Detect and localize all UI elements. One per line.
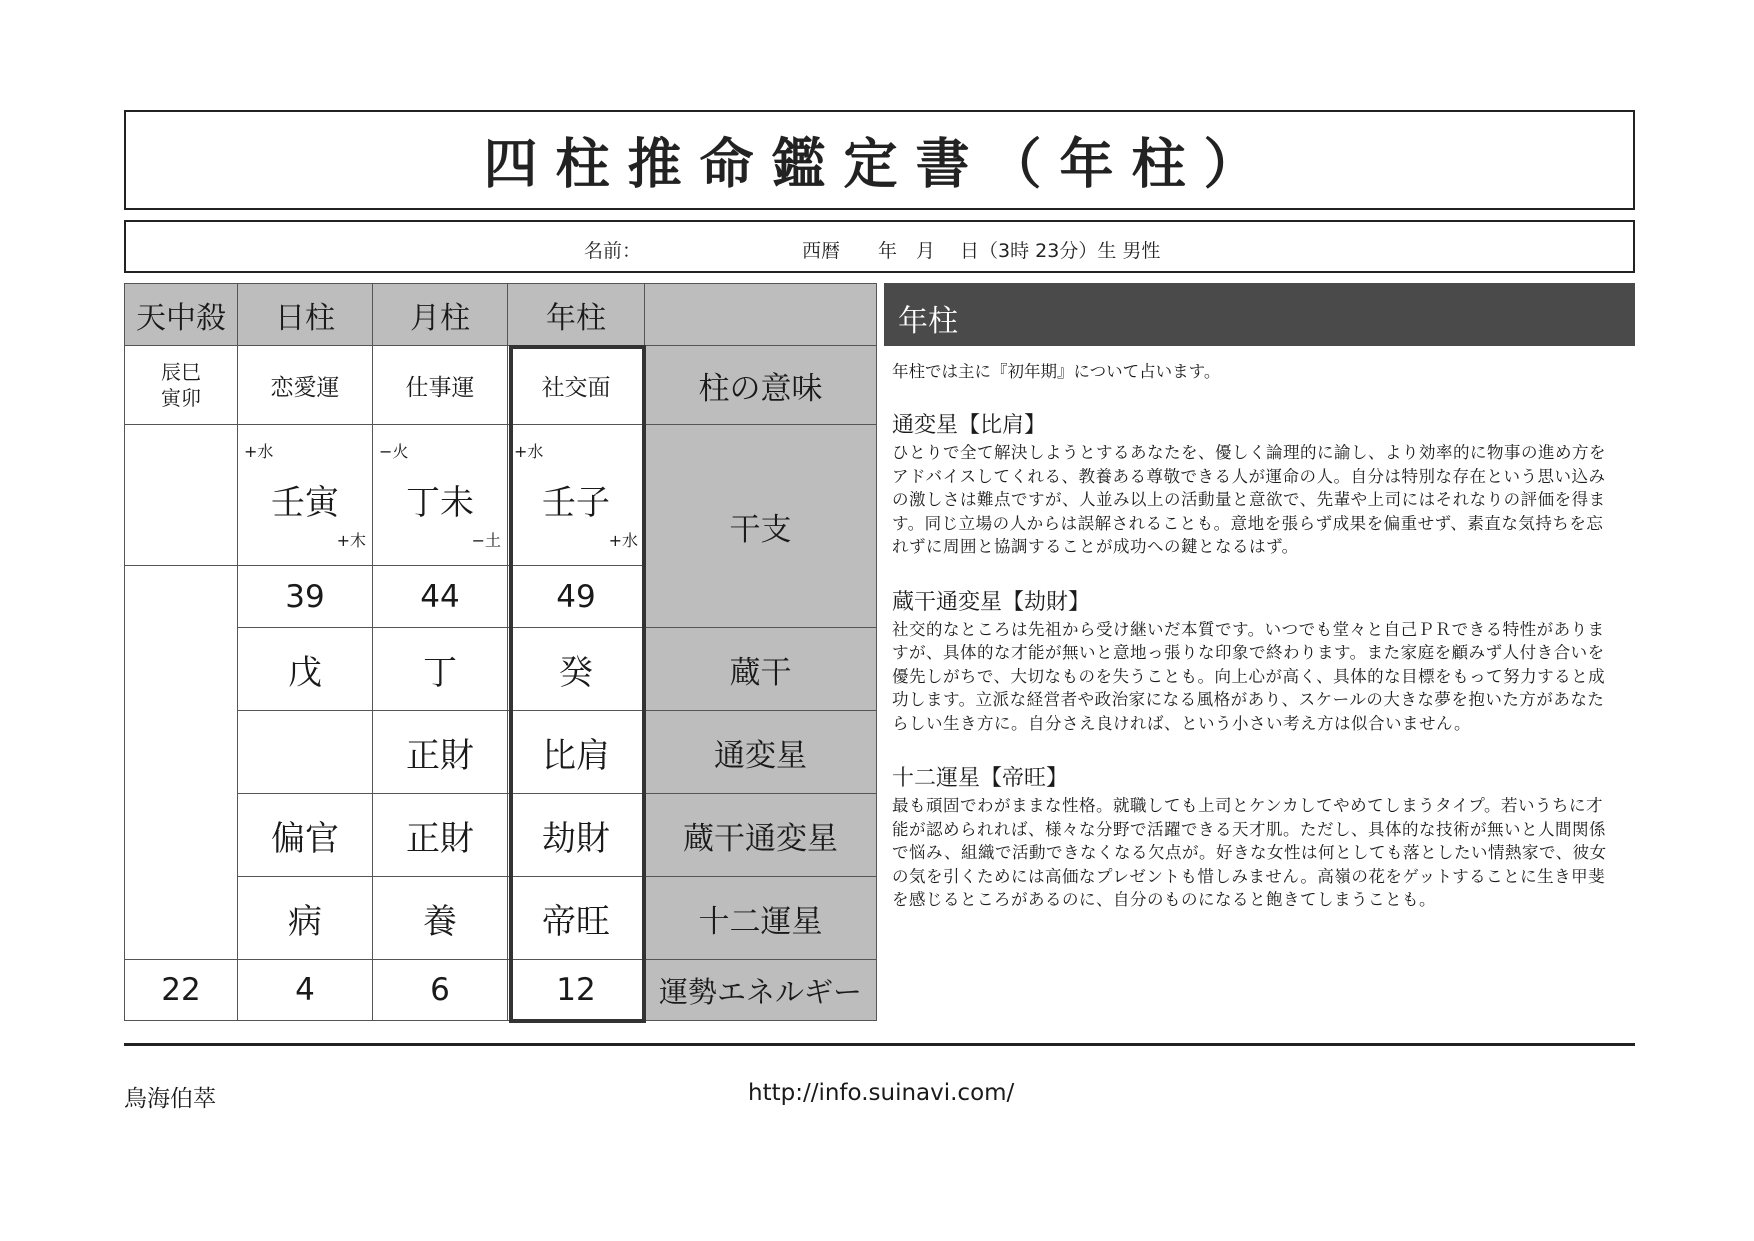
zokan-nen: 癸 bbox=[508, 628, 645, 711]
panel-body bbox=[892, 350, 1617, 912]
name-label: 名前： bbox=[584, 240, 642, 262]
panel-heading: 年柱 bbox=[884, 283, 1635, 346]
tenchusatsu-blank-block bbox=[125, 566, 238, 960]
section-title: 十二運星【帝旺】 bbox=[892, 766, 1069, 791]
tsuhensei-nichi bbox=[238, 711, 373, 794]
juniunsei-getsu: 養 bbox=[373, 877, 508, 960]
title-box bbox=[124, 110, 1635, 210]
number-nichi: 39 bbox=[238, 566, 373, 628]
section-title: 蔵干通変星【劫財】 bbox=[892, 589, 1091, 615]
kanshi-getsu bbox=[373, 425, 508, 566]
tsuhensei-getsu: 正財 bbox=[373, 711, 508, 794]
meaning-nen: 社交面 bbox=[508, 346, 645, 425]
section-text: ひとりで全て解決しようとするあなたを、優しく論理的に諭し、より効率的に物事の進め方をアドバイスしてくれる、教養ある尊敬できる人が運命の人。自分は特別な存在という思い込みの激しさは難点ですが、人並み以上の活動量と意欲で、先輩や上司にはそれなりの評価を得ます。同じ立場の人からは誤解されることも。意地を張らず成果を偏重せず、素直な気持ちを忘れずに周囲と協調することが成功への鍵となるはず。 bbox=[892, 443, 1606, 556]
tenchusatsu-line1: 辰巳 bbox=[161, 360, 201, 384]
panel-intro: 年柱では主に『初年期』について占います。 bbox=[892, 362, 1221, 381]
juniunsei-nichi: 病 bbox=[238, 877, 373, 960]
footer-author: 鳥海伯萃 bbox=[124, 1086, 216, 1112]
label-zokan-tsuhensei: 蔵干通変星 bbox=[645, 794, 877, 877]
header-getchu: 月柱 bbox=[373, 284, 508, 346]
kanshi-nichi-main: 壬寅 bbox=[271, 483, 339, 523]
kanshi-nichi-stem-element: +水 bbox=[244, 442, 274, 461]
energy-getsu: 6 bbox=[373, 960, 508, 1021]
header-blank bbox=[645, 284, 877, 346]
header-nenchu: 年柱 bbox=[508, 284, 645, 346]
page-title: 四柱推命鑑定書（年柱） bbox=[483, 132, 1276, 196]
section-text: 社交的なところは先祖から受け継いだ本質です。いつでも堂々と自己ＰＲできる特性がありますが、具体的な才能が無いと意地っ張りな印象で終わります。また家庭を顧みず人付き合いを優先しがちで、大切なものを失うことも。向上心が高く、具体的な目標をもって努力すると成功します。立派な経営者や政治家になる風格があり、スケールの大きな夢を抱いた方があなたらしい生き方に。自分さえ良ければ、という小さい考え方は似合いません。 bbox=[892, 619, 1606, 733]
label-zokan: 蔵干 bbox=[645, 628, 877, 711]
kanshi-nen-main: 壬子 bbox=[542, 483, 610, 523]
label-juniunsei: 十二運星 bbox=[645, 877, 877, 960]
tsuhensei-nen: 比肩 bbox=[508, 711, 645, 794]
header-nichichu: 日柱 bbox=[238, 284, 373, 346]
kanshi-getsu-stem-element: −火 bbox=[379, 442, 409, 461]
section-tsuhensei bbox=[892, 408, 1617, 559]
label-meaning: 柱の意味 bbox=[645, 346, 877, 425]
section-juniunsei bbox=[892, 761, 1617, 912]
tenchusatsu-line2: 寅卯 bbox=[161, 386, 201, 410]
section-title: 通変星【比肩】 bbox=[892, 413, 1047, 438]
energy-tenchusatsu: 22 bbox=[125, 960, 238, 1021]
meaning-nichi: 恋愛運 bbox=[238, 346, 373, 425]
juniunsei-nen: 帝旺 bbox=[508, 877, 645, 960]
kanshi-nichi bbox=[238, 425, 373, 566]
energy-nichi: 4 bbox=[238, 960, 373, 1021]
footer-divider bbox=[124, 1043, 1635, 1046]
zokan-tsuhensei-nen: 劫財 bbox=[508, 794, 645, 877]
kanshi-nen-stem-element: +水 bbox=[514, 442, 544, 461]
kanshi-nen bbox=[508, 425, 645, 566]
zokan-tsuhensei-getsu: 正財 bbox=[373, 794, 508, 877]
pillar-table bbox=[124, 283, 877, 1021]
number-getsu: 44 bbox=[373, 566, 508, 628]
meaning-getsu: 仕事運 bbox=[373, 346, 508, 425]
label-kanshi: 干支 bbox=[645, 425, 877, 628]
zokan-tsuhensei-nichi: 偏官 bbox=[238, 794, 373, 877]
tenchusatsu-empty bbox=[125, 425, 238, 566]
label-energy: 運勢エネルギー bbox=[645, 960, 877, 1021]
number-nen: 49 bbox=[508, 566, 645, 628]
label-tsuhensei: 通変星 bbox=[645, 711, 877, 794]
tenchusatsu-cell bbox=[125, 346, 238, 425]
zokan-getsu: 丁 bbox=[373, 628, 508, 711]
energy-nen: 12 bbox=[508, 960, 645, 1021]
zokan-nichi: 戊 bbox=[238, 628, 373, 711]
kanshi-nichi-branch-element: +木 bbox=[336, 531, 366, 550]
header-tenchusatsu: 天中殺 bbox=[125, 284, 238, 346]
kanshi-getsu-branch-element: −土 bbox=[471, 531, 501, 550]
section-zokan-tsuhensei bbox=[892, 585, 1617, 736]
section-text: 最も頑固でわがままな性格。就職しても上司とケンカしてやめてしまうタイプ。若いうちに才能が認められれば、様々な分野で活躍できる天才肌。ただし、具体的な技術が無いと人間関係で悩み、組織で活動できなくなる欠点が。好きな女性は何としても落としたい情熱家で、彼女の気を引くためには高価なプレゼントも惜しみません。高嶺の花をゲットすることに生き甲斐を感じるところがあるのに、自分のものになると飽きてしまうことも。 bbox=[892, 796, 1607, 909]
info-box bbox=[124, 220, 1635, 273]
kanshi-getsu-main: 丁未 bbox=[406, 483, 474, 523]
birth-info: 西暦 年 月 日（3時 23分）生 男性 bbox=[802, 240, 1161, 262]
footer-url-link[interactable]: http://info.suinavi.com/ bbox=[748, 1080, 1015, 1106]
kanshi-nen-branch-element: +水 bbox=[608, 531, 638, 550]
